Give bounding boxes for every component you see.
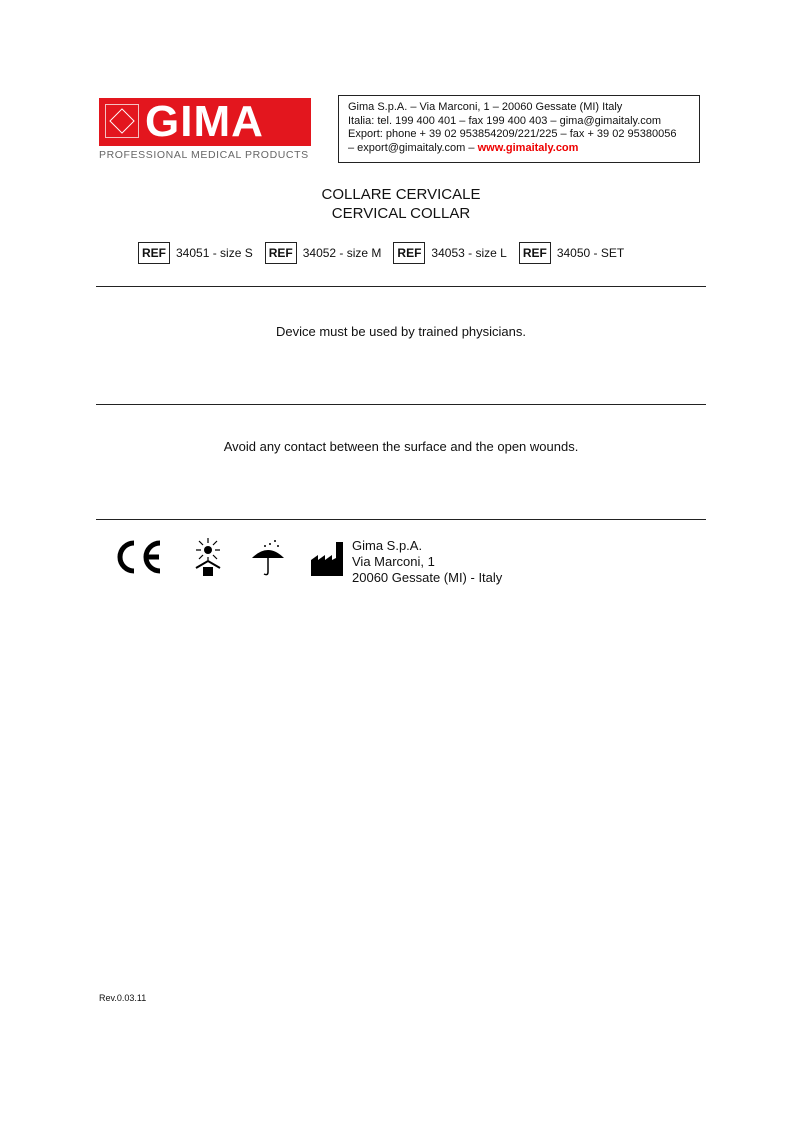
page-title: COLLARE CERVICALE CERVICAL COLLAR bbox=[321, 186, 481, 222]
gima-logo: GIMA PROFESSIONAL MEDICAL PRODUCTS bbox=[99, 98, 311, 161]
ce-mark-icon bbox=[112, 538, 168, 576]
website-link[interactable]: www.gimaitaly.com bbox=[477, 141, 579, 154]
keep-away-from-sunlight-icon bbox=[188, 538, 228, 578]
ref-item: REF 34053 - size L bbox=[393, 242, 506, 264]
revision-label: Rev.0.03.11 bbox=[99, 993, 147, 1003]
manufacturer-address: Gima S.p.A. Via Marconi, 1 20060 Gessate (MI) - Italy bbox=[352, 538, 503, 585]
ref-item: REF 34051 - size S bbox=[138, 242, 253, 264]
keep-dry-icon bbox=[248, 538, 288, 578]
divider bbox=[96, 286, 706, 287]
ref-item: REF 34052 - size M bbox=[265, 242, 382, 264]
ref-item: REF 34050 - SET bbox=[519, 242, 624, 264]
divider bbox=[96, 519, 706, 520]
ref-list bbox=[138, 242, 636, 264]
symbol-row bbox=[112, 538, 502, 586]
warning-text: Device must be used by trained physicians. bbox=[275, 324, 526, 339]
gima-emblem-icon bbox=[105, 104, 139, 138]
manufacturer-icon bbox=[308, 538, 348, 578]
warning-text: Avoid any contact between the surface and the open wounds. bbox=[223, 439, 579, 454]
divider bbox=[96, 404, 706, 405]
address-box: Gima S.p.A. – Via Marconi, 1 – 20060 Gessate (MI) Italy Italia: tel. 199 400 401 – fax 199 400 403 – gima@gimaitaly.com Export: phone + 39 02 953854209/221/225 – fax + 39 02 95380056 – export@gimaitaly.com – www.gimaitaly.com bbox=[338, 95, 700, 163]
